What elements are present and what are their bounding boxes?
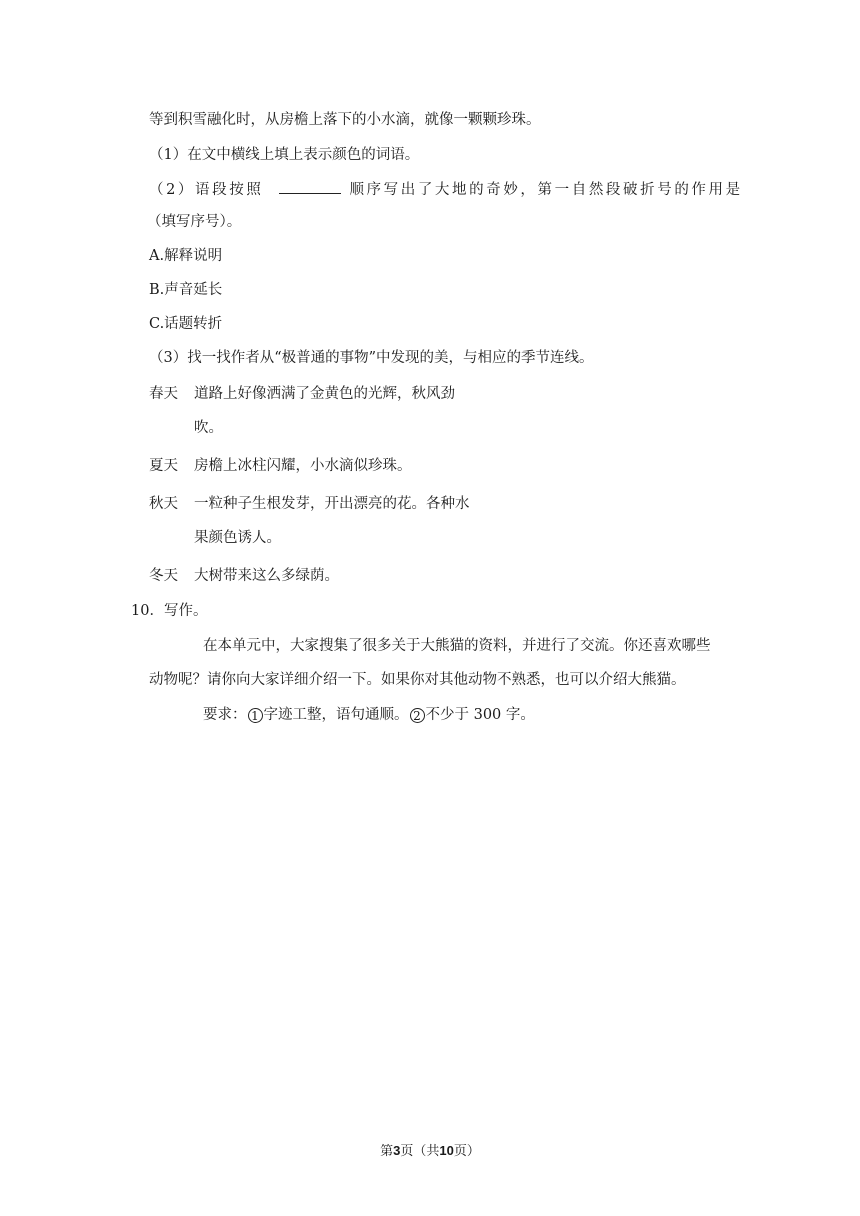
circled-number-2: 2: [410, 708, 425, 723]
page-footer: [0, 1140, 860, 1159]
season-winter: 冬天: [149, 568, 178, 584]
match-item-1-cont: 吹。: [194, 420, 223, 436]
answer-blank[interactable]: [279, 179, 341, 194]
match-item-3-cont: 果颜色诱人。: [194, 530, 281, 546]
question-2-suffix: 顺序写出了大地的奇妙，第一自然段破折号的作用是: [349, 182, 743, 198]
requirements-label: 要求：: [203, 707, 247, 723]
question-10-title: 10．写作。: [131, 603, 208, 619]
question-2-continuation: （填写序号）。: [147, 214, 242, 230]
writing-requirements: [203, 705, 535, 725]
writing-prompt-line-2: 动物呢？请你向大家详细介绍一下。如果你对其他动物不熟悉，也可以介绍大熊猫。: [149, 672, 686, 688]
circled-number-1: 1: [248, 708, 263, 723]
footer-pre: 第: [380, 1144, 394, 1159]
season-summer: 夏天: [149, 458, 178, 474]
footer-post: 页）: [453, 1144, 480, 1159]
option-a: A.解释说明: [149, 248, 223, 264]
passage-end: 等到积雪融化时，从房檐上落下的小水滴，就像一颗颗珍珠。: [149, 112, 541, 128]
option-c: C.话题转折: [149, 316, 223, 332]
writing-prompt-line-1: 在本单元中，大家搜集了很多关于大熊猫的资料，并进行了交流。你还喜欢哪些: [203, 638, 711, 654]
question-3: （3）找一找作者从“极普通的事物”中发现的美，与相应的季节连线。: [149, 350, 594, 366]
question-1: （1）在文中横线上填上表示颜色的词语。: [149, 147, 420, 163]
season-spring: 春天: [149, 386, 178, 402]
footer-page-number: 3: [393, 1143, 401, 1158]
match-item-4: 大树带来这么多绿荫。: [194, 568, 339, 584]
match-item-2: 房檐上冰柱闪耀，小水滴似珍珠。: [194, 458, 412, 474]
match-item-3: 一粒种子生根发芽，开出漂亮的花。各种水: [194, 496, 470, 512]
footer-page-total: 10: [439, 1143, 454, 1158]
requirement-1: 字迹工整，语句通顺。: [263, 707, 409, 723]
question-2-prefix: （2）语段按照: [149, 182, 264, 198]
requirement-2: 不少于 300 字。: [425, 707, 535, 723]
question-2: [149, 179, 743, 200]
match-item-1: 道路上好像洒满了金黄色的光辉，秋风劲: [194, 386, 455, 402]
option-b: B.声音延长: [149, 282, 223, 298]
season-autumn: 秋天: [149, 496, 178, 512]
footer-mid: 页（共: [400, 1144, 440, 1159]
